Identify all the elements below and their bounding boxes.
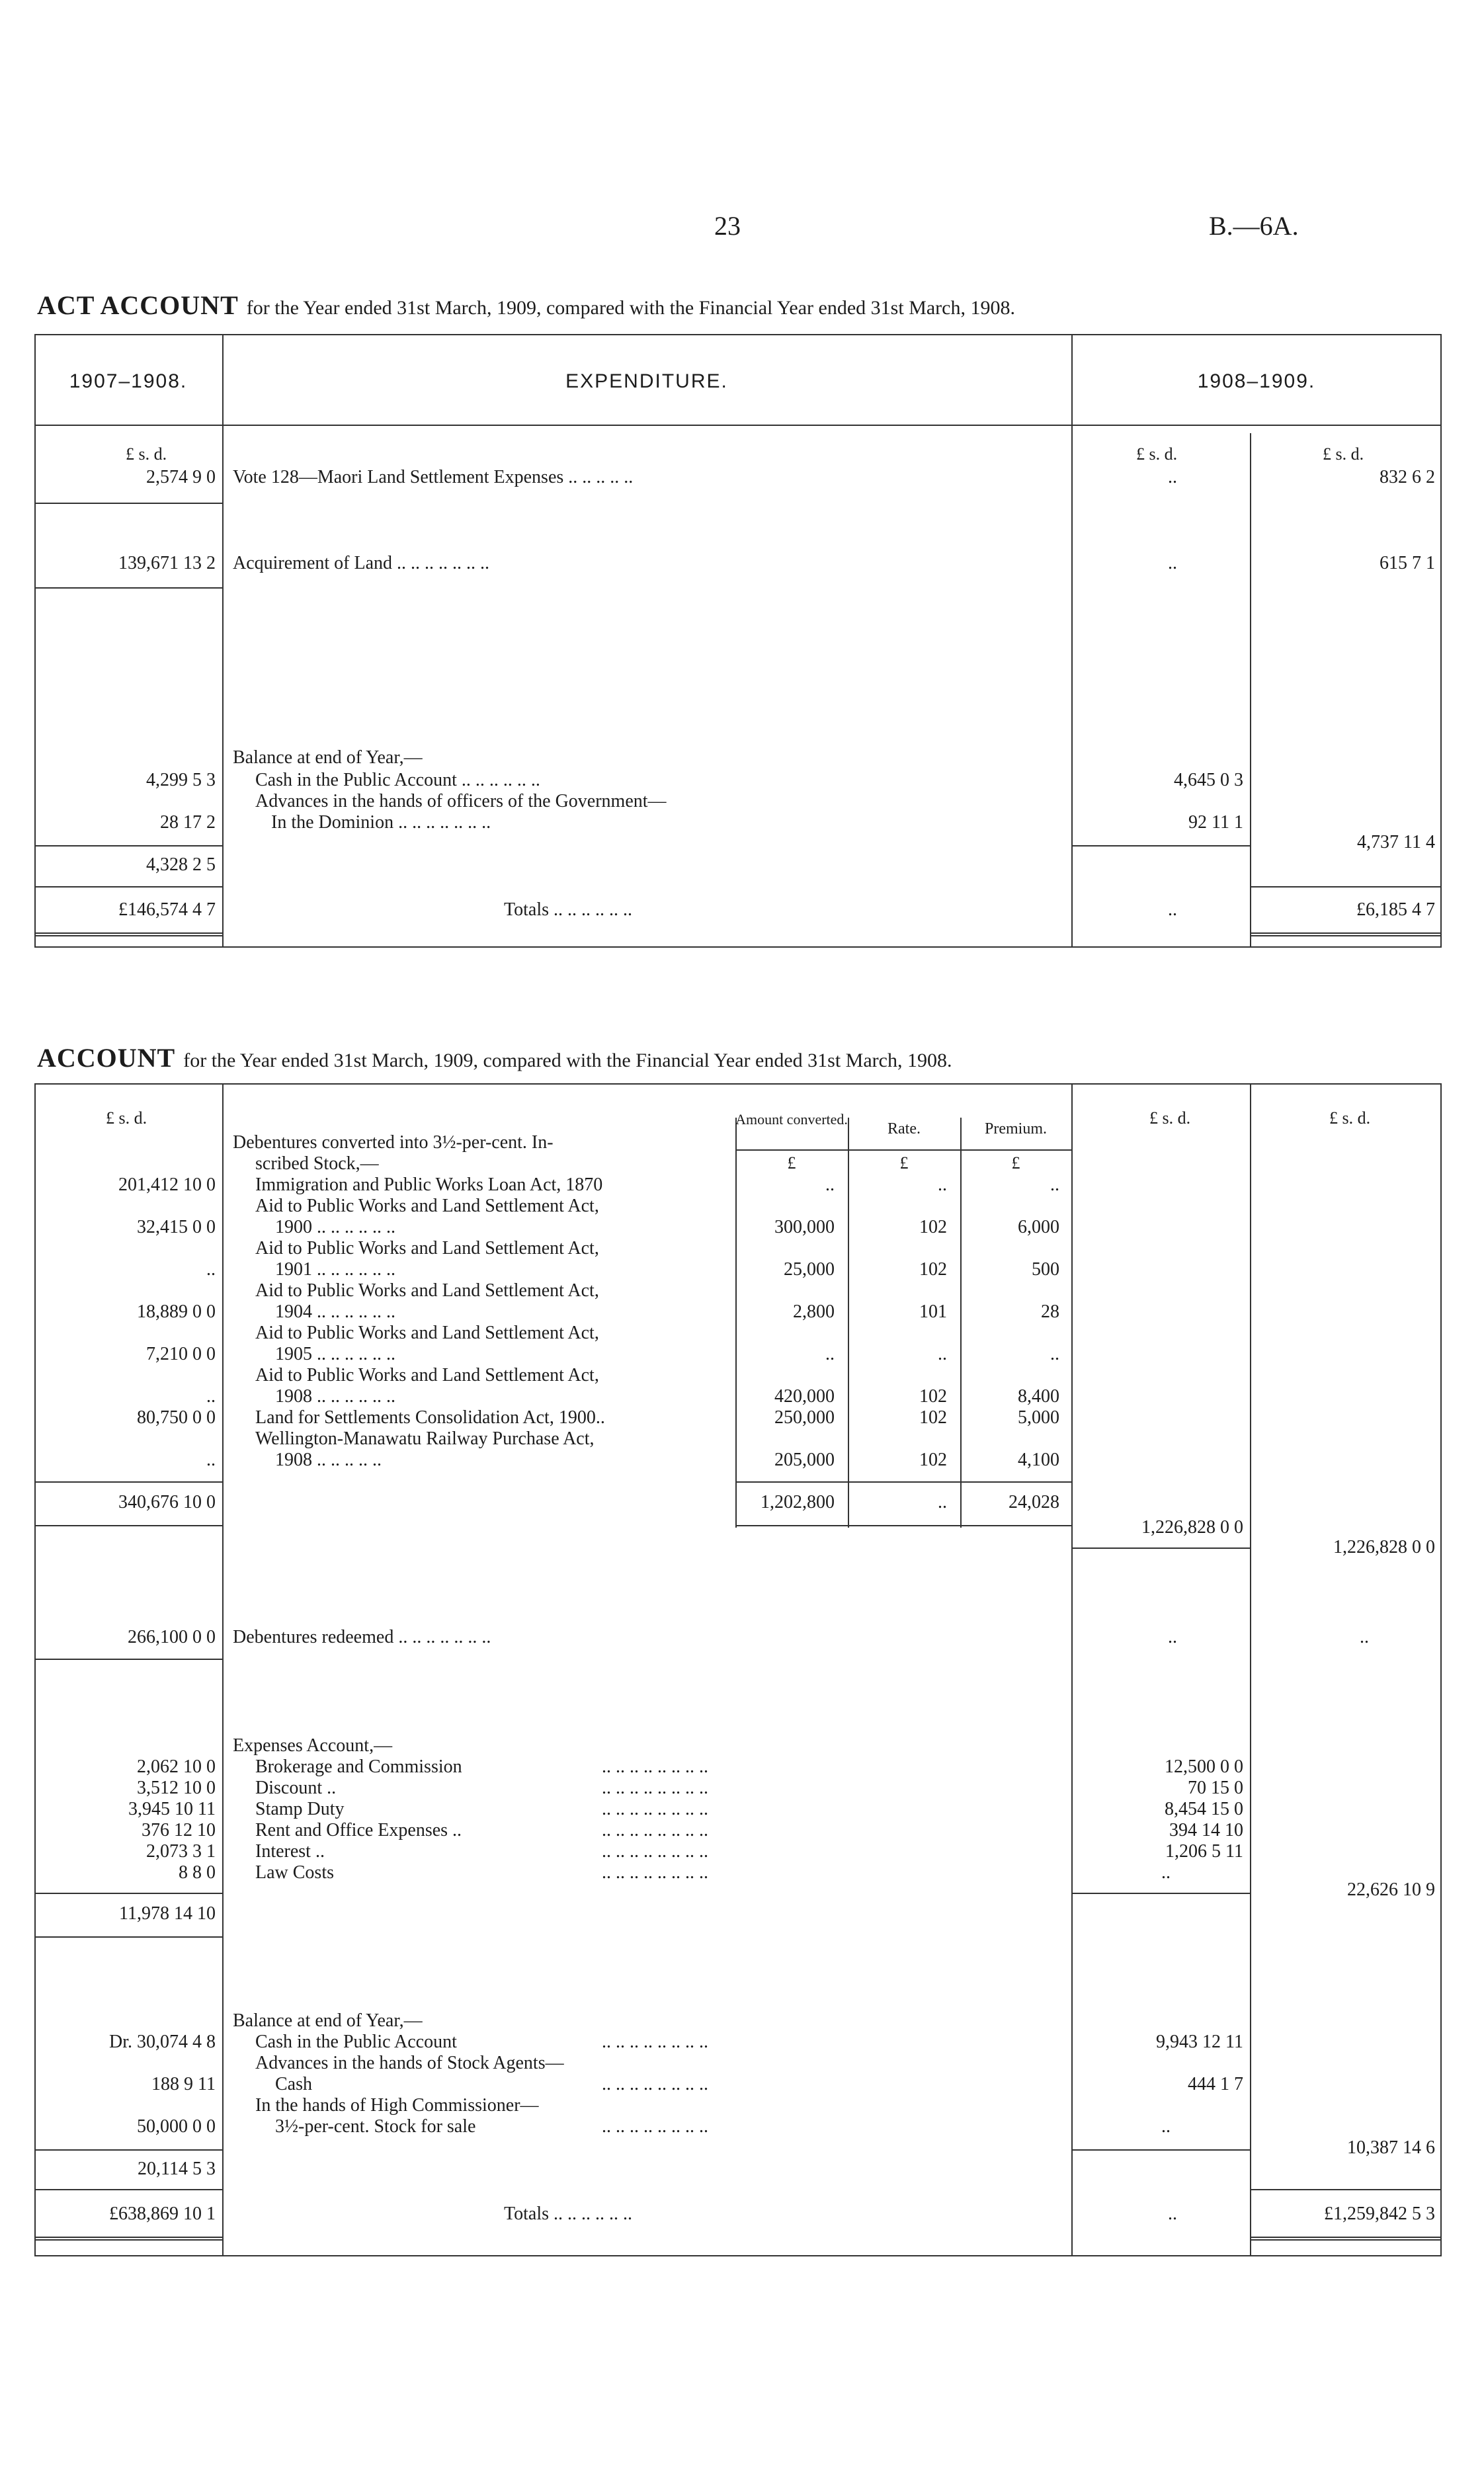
t2-balance-hc-desc: In the hands of High Commissioner— bbox=[255, 2095, 539, 2116]
t2-exp-prev: 8 8 0 bbox=[179, 1862, 216, 1883]
t2-deb-desc-2: 1908 .. .. .. .. .. bbox=[275, 1450, 382, 1470]
t2-rule-exp-prev-2 bbox=[34, 1936, 222, 1938]
t2-deb-rate: 102 bbox=[919, 1407, 947, 1428]
t2-rule-deb-sub bbox=[735, 1481, 1071, 1483]
t2-deb-amount: 300,000 bbox=[774, 1217, 835, 1237]
t1-rule-5 bbox=[1250, 886, 1442, 887]
t2-deb-premium-total: 24,028 bbox=[1009, 1492, 1059, 1512]
t2-deb-desc-2: 1904 .. .. .. .. .. .. bbox=[275, 1301, 395, 1322]
t2-balance-hc-prev: 50,000 0 0 bbox=[137, 2116, 216, 2137]
t2-exp-desc: Discount .. bbox=[255, 1778, 337, 1798]
t2-balance-hc-dots: .. .. .. .. .. .. .. .. bbox=[602, 2116, 708, 2137]
t2-exp-dots: .. .. .. .. .. .. .. .. bbox=[602, 1799, 708, 1819]
t2-exp-a: .. bbox=[1161, 1862, 1171, 1883]
t2-unit-a: £ s. d. bbox=[1149, 1108, 1191, 1128]
t2-deb-prev: 18,889 0 0 bbox=[137, 1301, 216, 1322]
t2-exp-dots: .. .. .. .. .. .. .. .. bbox=[602, 1841, 708, 1862]
page-number: 23 bbox=[714, 211, 741, 241]
table1-col-prev-header: 1907–1908. bbox=[69, 370, 188, 392]
t1-dominion-desc: In the Dominion .. .. .. .. .. .. .. bbox=[271, 812, 491, 833]
t2-rule-exp-prev bbox=[34, 1893, 222, 1894]
t1-double-rule-prev bbox=[34, 932, 222, 936]
table1-header-rule bbox=[34, 425, 1442, 426]
t2-deb-prev-total: 340,676 10 0 bbox=[118, 1492, 216, 1512]
t1-total-prev: £146,574 4 7 bbox=[118, 899, 216, 920]
t2-deb-amount: 250,000 bbox=[774, 1407, 835, 1428]
t2-deb-prev: 201,412 10 0 bbox=[118, 1175, 216, 1195]
t2-balance-hc-stock-desc: 3½-per-cent. Stock for sale bbox=[275, 2116, 476, 2137]
t2-exp-a: 70 15 0 bbox=[1188, 1778, 1243, 1798]
t2-balance-cash-dots: .. .. .. .. .. .. .. .. bbox=[602, 2032, 708, 2052]
t2-sub-pound-premium: £ bbox=[1011, 1153, 1020, 1173]
t2-exp-prev: 3,512 10 0 bbox=[137, 1778, 216, 1798]
t2-deb-premium: 500 bbox=[1032, 1259, 1059, 1280]
t2-unit-b: £ s. d. bbox=[1329, 1108, 1371, 1128]
t2-rule-bal-prev-2 bbox=[34, 2189, 222, 2190]
t2-deb-rate: .. bbox=[938, 1344, 947, 1364]
t2-balance-agents-cash-desc: Cash bbox=[275, 2074, 312, 2094]
table2-divider-prev bbox=[222, 1083, 224, 2256]
t2-rule-bal-a bbox=[1071, 2149, 1250, 2151]
table1-unit-prev: £ s. d. bbox=[126, 444, 167, 464]
t2-deb-prev: 32,415 0 0 bbox=[137, 1217, 216, 1237]
t2-deb-amount-total: 1,202,800 bbox=[761, 1492, 835, 1512]
t2-redeemed-prev: 266,100 0 0 bbox=[128, 1627, 216, 1647]
t2-exp-desc: Stamp Duty bbox=[255, 1799, 345, 1819]
t2-unit-prev: £ s. d. bbox=[106, 1108, 147, 1128]
t2-rule-bal-prev bbox=[34, 2149, 222, 2151]
t1-double-rule-b bbox=[1250, 932, 1442, 936]
t2-balance-hc-a: .. bbox=[1161, 2116, 1171, 2137]
t1-dominion-a: 92 11 1 bbox=[1188, 812, 1243, 833]
t2-balance-agents-desc: Advances in the hands of Stock Agents— bbox=[255, 2053, 564, 2073]
t1-land-a: .. bbox=[1168, 553, 1177, 573]
table2-divider-inner bbox=[1250, 1083, 1251, 2256]
t2-balance-agents-cash-a: 444 1 7 bbox=[1188, 2074, 1243, 2094]
t2-deb-desc: Immigration and Public Works Loan Act, 1870 bbox=[255, 1175, 603, 1195]
table2-divider-curr bbox=[1071, 1083, 1073, 2256]
t2-redeemed-b: .. bbox=[1360, 1627, 1369, 1647]
t2-balance-agents-dots: .. .. .. .. .. .. .. .. bbox=[602, 2074, 708, 2094]
t1-cash-desc: Cash in the Public Account .. .. .. .. .. .. bbox=[255, 770, 540, 790]
t2-deb-desc: Land for Settlements Consolidation Act, 1900.. bbox=[255, 1407, 605, 1428]
t1-land-desc: Acquirement of Land .. .. .. .. .. .. .. bbox=[233, 553, 490, 573]
t2-deb-prev: 80,750 0 0 bbox=[137, 1407, 216, 1428]
t1-rule-1 bbox=[34, 503, 222, 504]
t2-deb-amount: 2,800 bbox=[793, 1301, 835, 1322]
document-reference: B.—6A. bbox=[1209, 211, 1299, 241]
t2-total-prev: £638,869 10 1 bbox=[109, 2204, 216, 2224]
t2-total-a: .. bbox=[1168, 2204, 1177, 2224]
t2-deb-rate: 102 bbox=[919, 1217, 947, 1237]
t1-cash-prev: 4,299 5 3 bbox=[146, 770, 216, 790]
t2-deb-amount: 25,000 bbox=[784, 1259, 835, 1280]
t2-deb-desc: Aid to Public Works and Land Settlement Act, bbox=[255, 1196, 599, 1216]
t2-deb-prev: 7,210 0 0 bbox=[146, 1344, 216, 1364]
t2-deb-head-2: scribed Stock,— bbox=[255, 1153, 379, 1174]
table1-divider-prev bbox=[222, 334, 224, 948]
t2-rule-exp-a bbox=[1071, 1893, 1250, 1894]
table1-title: ACT ACCOUNT for the Year ended 31st March, 1909, compared with the Financial Year ended 31st March, 1908. bbox=[37, 290, 1015, 320]
t2-deb-prev: .. bbox=[206, 1259, 216, 1280]
table1-unit-b: £ s. d. bbox=[1323, 444, 1364, 464]
t2-exp-desc: Law Costs bbox=[255, 1862, 334, 1883]
t2-deb-premium: .. bbox=[1050, 1175, 1059, 1195]
table1-col-expenditure-header: EXPENDITURE. bbox=[565, 370, 728, 392]
t2-exp-desc: Rent and Office Expenses .. bbox=[255, 1820, 462, 1840]
t2-deb-desc-2: 1901 .. .. .. .. .. .. bbox=[275, 1259, 395, 1280]
t2-sub-rate: Rate. bbox=[887, 1120, 921, 1137]
t2-sub-header-rule bbox=[735, 1149, 1071, 1151]
t2-deb-rate-total: .. bbox=[938, 1492, 947, 1512]
t1-vote-a: .. bbox=[1168, 467, 1177, 487]
t2-exp-prev: 2,073 3 1 bbox=[146, 1841, 216, 1862]
t2-rule-redeemed bbox=[34, 1659, 222, 1660]
t2-rule-deb-sub-2 bbox=[735, 1525, 1071, 1526]
t2-deb-desc-2: 1900 .. .. .. .. .. .. bbox=[275, 1217, 395, 1237]
t2-deb-premium: 4,100 bbox=[1018, 1450, 1059, 1470]
t1-vote-desc: Vote 128—Maori Land Settlement Expenses .. .. .. .. .. bbox=[233, 467, 634, 487]
t2-deb-prev: .. bbox=[206, 1386, 216, 1407]
t2-redeemed-desc: Debentures redeemed .. .. .. .. .. .. .. bbox=[233, 1627, 491, 1647]
t2-deb-amount: .. bbox=[825, 1344, 835, 1364]
t1-balance-b: 4,737 11 4 bbox=[1357, 832, 1435, 852]
t2-balance-agents-cash-prev: 188 9 11 bbox=[151, 2074, 216, 2094]
t2-double-rule-b bbox=[1250, 2237, 1442, 2241]
t2-exp-dots: .. .. .. .. .. .. .. .. bbox=[602, 1756, 708, 1777]
t2-double-rule-prev bbox=[34, 2237, 222, 2241]
t2-sub-pound-rate: £ bbox=[899, 1153, 909, 1173]
t2-deb-rate: 101 bbox=[919, 1301, 947, 1322]
t2-deb-desc: Aid to Public Works and Land Settlement Act, bbox=[255, 1365, 599, 1385]
t2-deb-desc-2: 1905 .. .. .. .. .. .. bbox=[275, 1344, 395, 1364]
t2-deb-premium: 6,000 bbox=[1018, 1217, 1059, 1237]
t2-balance-prev-total: 20,114 5 3 bbox=[138, 2159, 216, 2179]
t2-balance-cash-desc: Cash in the Public Account bbox=[255, 2032, 457, 2052]
t1-advances-desc: Advances in the hands of officers of the Government— bbox=[255, 791, 667, 811]
t2-rule-bal-b bbox=[1250, 2189, 1442, 2190]
t2-balance-b: 10,387 14 6 bbox=[1347, 2137, 1435, 2158]
t2-expenses-head: Expenses Account,— bbox=[233, 1735, 393, 1756]
t2-exp-prev-total: 11,978 14 10 bbox=[119, 1903, 216, 1924]
t2-rule-deb-prev bbox=[34, 1481, 222, 1483]
table2-title: ACCOUNT for the Year ended 31st March, 1909, compared with the Financial Year ended 31st March, 1908. bbox=[37, 1043, 952, 1073]
table1-divider-curr bbox=[1071, 334, 1073, 948]
t2-exp-a: 394 14 10 bbox=[1169, 1820, 1243, 1840]
t2-exp-prev: 376 12 10 bbox=[142, 1820, 216, 1840]
table1-frame bbox=[34, 334, 1442, 948]
t2-balance-cash-a: 9,943 12 11 bbox=[1156, 2032, 1243, 2052]
t1-dominion-prev: 28 17 2 bbox=[160, 812, 216, 833]
t1-vote-b: 832 6 2 bbox=[1380, 467, 1435, 487]
t2-exp-a: 8,454 15 0 bbox=[1165, 1799, 1243, 1819]
t1-land-b: 615 7 1 bbox=[1380, 553, 1435, 573]
t2-exp-a: 12,500 0 0 bbox=[1165, 1756, 1243, 1777]
t2-deb-rate: 102 bbox=[919, 1386, 947, 1407]
t1-land-prev: 139,671 13 2 bbox=[118, 553, 216, 573]
t2-deb-a: 1,226,828 0 0 bbox=[1141, 1517, 1243, 1538]
t2-redeemed-a: .. bbox=[1168, 1627, 1177, 1647]
t1-total-a: .. bbox=[1168, 899, 1177, 920]
t1-cash-a: 4,645 0 3 bbox=[1174, 770, 1243, 790]
t2-exp-dots: .. .. .. .. .. .. .. .. bbox=[602, 1778, 708, 1798]
table1-col-curr-header: 1908–1909. bbox=[1197, 370, 1316, 392]
t2-exp-dots: .. .. .. .. .. .. .. .. bbox=[602, 1862, 708, 1883]
t2-deb-premium: 28 bbox=[1041, 1301, 1059, 1322]
t2-deb-amount: 205,000 bbox=[774, 1450, 835, 1470]
t2-exp-b: 22,626 10 9 bbox=[1347, 1879, 1435, 1900]
t2-deb-rate: 102 bbox=[919, 1259, 947, 1280]
t2-deb-desc: Aid to Public Works and Land Settlement Act, bbox=[255, 1323, 599, 1343]
t2-exp-prev: 2,062 10 0 bbox=[137, 1756, 216, 1777]
t2-deb-amount: 420,000 bbox=[774, 1386, 835, 1407]
t2-total-b: £1,259,842 5 3 bbox=[1324, 2204, 1435, 2224]
t2-deb-prev: .. bbox=[206, 1450, 216, 1470]
t1-total-label: Totals .. .. .. .. .. .. bbox=[504, 899, 633, 920]
t2-sub-amount: Amount converted. bbox=[735, 1111, 848, 1128]
t1-rule-3 bbox=[34, 845, 222, 846]
t1-rule-4 bbox=[34, 886, 222, 887]
t2-total-label: Totals .. .. .. .. .. .. bbox=[504, 2204, 633, 2224]
t2-sub-premium: Premium. bbox=[985, 1120, 1047, 1137]
t2-exp-desc: Interest .. bbox=[255, 1841, 325, 1862]
t1-total-b: £6,185 4 7 bbox=[1356, 899, 1435, 920]
t2-deb-premium: .. bbox=[1050, 1344, 1059, 1364]
t2-deb-premium: 5,000 bbox=[1018, 1407, 1059, 1428]
t2-exp-prev: 3,945 10 11 bbox=[128, 1799, 216, 1819]
t2-deb-desc: Wellington-Manawatu Railway Purchase Act, bbox=[255, 1428, 595, 1449]
t2-exp-a: 1,206 5 11 bbox=[1165, 1841, 1243, 1862]
t1-vote-prev: 2,574 9 0 bbox=[146, 467, 216, 487]
t2-deb-head-1: Debentures converted into 3½-per-cent. In- bbox=[233, 1132, 554, 1153]
t2-deb-desc: Aid to Public Works and Land Settlement Act, bbox=[255, 1280, 599, 1301]
t2-deb-rate: 102 bbox=[919, 1450, 947, 1470]
t2-deb-rate: .. bbox=[938, 1175, 947, 1195]
t1-balance-head: Balance at end of Year,— bbox=[233, 747, 423, 768]
t2-deb-premium: 8,400 bbox=[1018, 1386, 1059, 1407]
t2-sub-pound-amount: £ bbox=[787, 1153, 796, 1173]
t2-deb-desc: Aid to Public Works and Land Settlement Act, bbox=[255, 1238, 599, 1259]
t2-exp-desc: Brokerage and Commission bbox=[255, 1756, 462, 1777]
table1-unit-a: £ s. d. bbox=[1136, 444, 1178, 464]
t2-balance-cash-prev: Dr. 30,074 4 8 bbox=[109, 2032, 216, 2052]
table1-divider-inner bbox=[1250, 433, 1251, 948]
t2-rule-deb-prev-2 bbox=[34, 1525, 222, 1526]
t2-deb-b: 1,226,828 0 0 bbox=[1333, 1537, 1435, 1557]
t2-deb-amount: .. bbox=[825, 1175, 835, 1195]
t1-rule-a bbox=[1071, 845, 1250, 846]
t1-rule-2 bbox=[34, 587, 222, 589]
t1-balance-prev-total: 4,328 2 5 bbox=[146, 854, 216, 875]
t2-balance-head: Balance at end of Year,— bbox=[233, 2010, 423, 2031]
t2-rule-deb-a bbox=[1071, 1548, 1250, 1549]
t2-exp-dots: .. .. .. .. .. .. .. .. bbox=[602, 1820, 708, 1840]
t2-deb-desc-2: 1908 .. .. .. .. .. .. bbox=[275, 1386, 395, 1407]
